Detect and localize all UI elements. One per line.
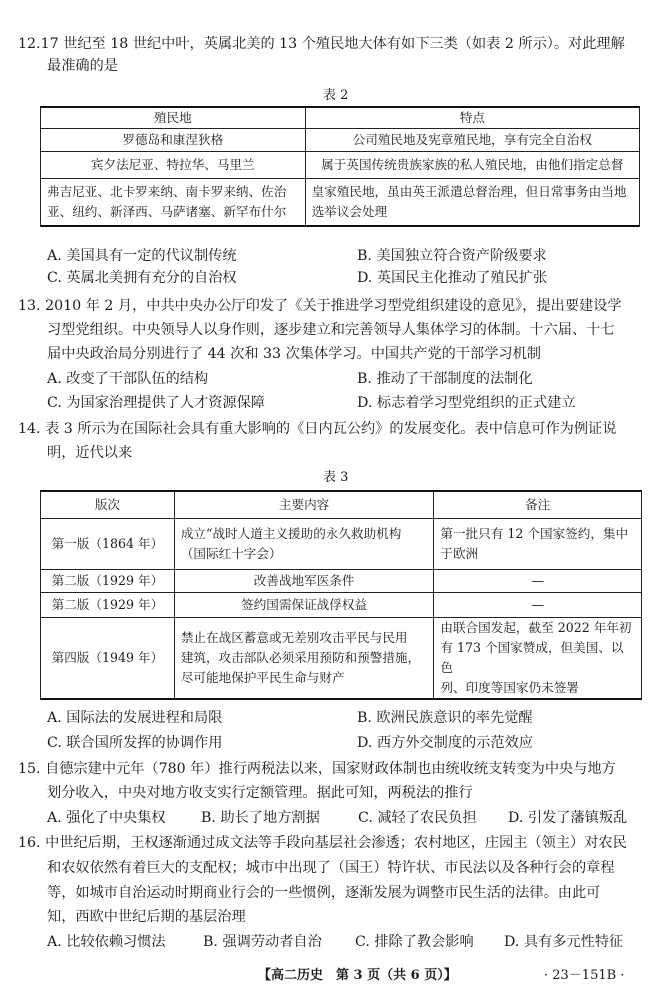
q13-option-b: B. 推动了干部制度的法制化 [357,371,533,387]
q13-option-d: D. 标志着学习型党组织的正式建立 [357,395,576,411]
table3-cell-line: 于欧洲 [440,546,479,561]
table3-caption: 表 3 [323,470,349,485]
q12-stem-line2: 最准确的是 [47,58,118,74]
table3-cell: 第四版（1949 年） [41,618,175,700]
q16-option-a: A. 比较依赖习惯法 [47,934,166,950]
table3-cell [174,519,434,570]
table3-cell-line: （国际红十字会） [180,546,282,561]
table2-cell: 属于英国传统贵族家族的私人殖民地，由他们指定总督 [305,152,639,179]
q16-option-c: C. 排除了教会影响 [355,934,474,950]
table3-cell: 签约国需保证战俘权益 [174,593,434,618]
q16-stem-line4: 知，西欧中世纪后期的基层治理 [47,909,246,925]
table3-cell-line: 有 173 个国家赞成，但美国、以色 [440,640,624,675]
q16-option-b: B. 强调劳动者自治 [203,934,322,950]
table3-cell: 第一版（1864 年） [41,519,175,570]
q16-stem-line1: 16. 中世纪后期，王权逐渐通过成文法等手段向基层社会渗透；农村地区，庄园主（领主）对农民 [18,835,627,851]
table3-header-remarks: 备注 [434,491,642,519]
page-footer: 【高二历史 第 3 页（共 6 页）】 [258,968,457,983]
q15-option-d: D. 引发了藩镇叛乱 [508,810,628,826]
table3-header-content: 主要内容 [174,491,434,519]
q13-option-c: C. 为国家治理提供了人才资源保障 [47,395,265,411]
table3-cell: 第二版（1929 年） [41,593,175,618]
table-2 [40,106,640,227]
table2-cell-line: 选举议会处理 [311,204,388,219]
table2-cell-line: 亚、纽约、新泽西、马萨诸塞、新罕布什尔 [47,204,287,219]
table3-cell-line: 尽可能地保护平民生命与财产 [180,670,345,685]
q13-stem-line2: 习型党组织。中央领导人以身作则，逐步建立和完善领导人集体学习的体制。十六届、十七 [47,322,615,338]
q14-option-d: D. 西方外交制度的示范效应 [357,735,533,751]
table2-cell: 公司殖民地及宪章殖民地，享有完全自治权 [305,129,639,152]
q16-option-d: D. 具有多元性特征 [504,934,624,950]
q15-stem-line1: 15. 自德宗建中元年（780 年）推行两税法以来，国家财政体制也由统收统支转变为中央与地方 [18,761,616,777]
q16-stem-line2: 和农奴依然有着巨大的支配权；城市中出现了（国王）特许状、市民法以及各种行会的章程 [47,860,615,876]
table3-cell: — [434,593,642,618]
table3-cell: 第二版（1929 年） [41,570,175,593]
q13-option-a: A. 改变了干部队伍的结构 [47,371,209,387]
q14-stem-line1: 14. 表 3 所示为在国际社会具有重大影响的《日内瓦公约》的发展变化。表中信息可作为例证说 [18,421,617,437]
table3-cell-line: 禁止在战区蓄意或无差别攻击平民与民用 [180,630,408,645]
table3-header-edition: 版次 [41,491,175,519]
q15-option-b: B. 助长了地方割据 [201,810,320,826]
table3-cell: — [434,570,642,593]
table-3 [40,490,642,700]
q15-option-c: C. 减轻了农民负担 [358,810,477,826]
table3-cell-line: 成立“战时人道主义援助的永久救助机构 [180,526,402,541]
q16-stem-line3: 等，如城市自治运动时期商业行会的一些惯例，逐渐发展为调整市民生活的法律。由此可 [47,885,601,901]
table2-header-feature: 特点 [305,107,639,129]
table3-cell [174,618,434,700]
q13-stem-line3: 届中央政治局分别进行了 44 次和 33 次集体学习。中国共产党的干部学习机制 [47,346,541,362]
q14-stem-line2: 明，近代以来 [47,445,133,461]
table2-cell: 罗德岛和康涅狄格 [41,129,306,152]
table3-cell-line: 第一批只有 12 个国家签约，集中 [440,526,629,541]
q12-option-c: C. 英属北美拥有充分的自治权 [47,270,237,286]
table3-cell [434,618,642,700]
table2-cell-line: 皇家殖民地，虽由英王派遣总督治理，但日常事务由当地 [311,184,627,199]
q15-stem-line2: 划分收入，中央对地方收支实行定额管理。据此可知，两税法的推行 [47,785,473,801]
q12-option-b: B. 美国独立符合资产阶级要求 [357,248,547,264]
table2-cell [305,179,639,227]
q14-option-c: C. 联合国所发挥的协调作用 [47,735,223,751]
q14-option-b: B. 欧洲民族意识的率先觉醒 [357,710,533,726]
table3-cell: 改善战地军医条件 [174,570,434,593]
table2-header-colony: 殖民地 [41,107,306,129]
q12-option-d: D. 英国民主化推动了殖民扩张 [357,270,548,286]
q14-option-a: A. 国际法的发展进程和局限 [47,710,223,726]
table3-cell-line: 列、印度等国家仍未签署 [440,680,579,695]
table3-cell-line: 建筑，攻击部队必须采用预防和预警措施， [180,650,421,665]
table2-caption: 表 2 [323,88,349,103]
table2-cell-line: 弗吉尼亚、北卡罗来纳、南卡罗来纳、佐治 [47,184,287,199]
q12-stem-line1: 12.17 世纪至 18 世纪中叶，英属北美的 13 个殖民地大体有如下三类（如表 2 所示）。对此理解 [18,36,625,52]
q15-option-a: A. 强化了中央集权 [47,810,166,826]
paper-code: · 23－151B · [544,968,625,983]
table3-cell [434,519,642,570]
table2-cell [41,179,306,227]
table2-cell: 宾夕法尼亚、特拉华、马里兰 [41,152,306,179]
q12-option-a: A. 美国具有一定的代议制传统 [47,248,237,264]
table3-cell-line: 由联合国发起，截至 2022 年年初 [440,620,632,635]
q13-stem-line1: 13. 2010 年 2 月，中共中央办公厅印发了《关于推进学习型党组织建设的意见》，提出要建设学 [18,298,622,314]
